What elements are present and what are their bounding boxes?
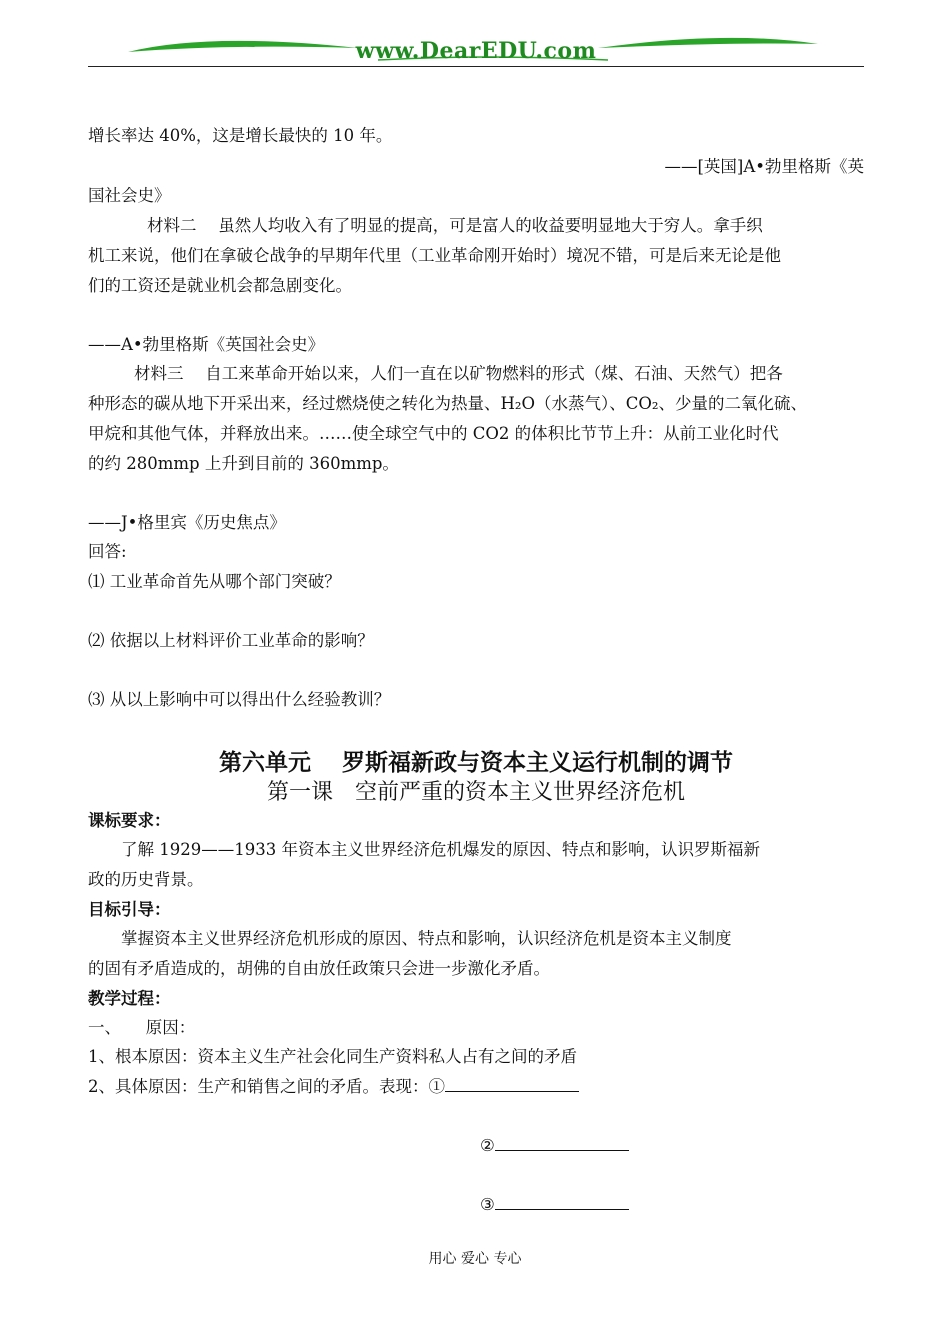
goals-line1: 掌握资本主义世界经济危机形成的原因、特点和影响，认识经济危机是资本主义制度 [121,929,732,948]
material3-line3: 甲烷和其他气体，并释放出来。……使全球空气中的 CO2 的体积比节节上升：从前工业化时代 [88,424,779,443]
page-footer: 用心 爱心 专心 [428,1251,522,1267]
cause-2-text: 2、具体原因：生产和销售之间的矛盾。表现：① [88,1077,445,1096]
mark-3: ③ [480,1195,495,1214]
blank-line-1[interactable] [445,1075,579,1092]
standards-heading: 课标要求： [88,811,171,830]
site-url[interactable]: www.DearEDU.com [355,38,597,64]
material3-line1: 材料三 自工来革命开始以来，人们一直在以矿物燃料的形式（煤、石油、天然气）把各 [134,364,783,383]
material3-source: ——J•格里宾《历史焦点》 [88,513,286,532]
question-1: ⑴ 工业革命首先从哪个部门突破？ [88,572,341,591]
question-2: ⑵ 依据以上材料评价工业革命的影响？ [88,631,374,650]
question-3: ⑶ 从以上影响中可以得出什么经验教训？ [88,690,391,709]
blank-line-3[interactable] [495,1193,629,1210]
material1-line: 增长率达 40%，这是增长最快的 10 年。 [88,126,393,145]
header-rule [88,66,864,67]
material2-line3: 们的工资还是就业机会都急剧变化。 [88,276,352,295]
blank-row-2 [480,1134,864,1158]
material3-line4: 的约 280mmp 上升到目前的 360mmp。 [88,454,399,473]
cause-2 [88,1075,864,1099]
answer-label: 回答: [88,542,127,561]
material2-line2: 机工来说，他们在拿破仑战争的早期年代里（工业革命刚开始时）境况不错，可是后来无论是他 [88,246,781,265]
cause-1: 1、根本原因：资本主义生产社会化同生产资料私人占有之间的矛盾 [88,1047,577,1066]
goals-line2: 的固有矛盾造成的，胡佛的自由放任政策只会进一步激化矛盾。 [88,959,550,978]
site-header [88,30,864,70]
material3-line2: 种形态的碳从地下开采出来，经过燃烧使之转化为热量、H₂O（水蒸气）、CO₂、少量的二氧化硫、 [88,394,808,413]
material2-line1: 材料二 虽然人均收入有了明显的提高，可是富人的收益要明显地大于穷人。拿手织 [147,216,763,235]
lesson-title: 第一课 空前严重的资本主义世界经济危机 [266,780,685,805]
material1-source: ——[英国]A•勃里格斯《英 [664,157,864,176]
material1-source-cont: 国社会史》 [88,186,171,205]
blank-line-2[interactable] [495,1134,629,1151]
mark-2: ② [480,1136,495,1155]
goals-heading: 目标引导： [88,900,171,919]
blank-row-3 [480,1193,864,1217]
standards-line1: 了解 1929——1933 年资本主义世界经济危机爆发的原因、特点和影响，认识罗斯福新 [121,840,760,859]
unit-title: 第六单元 罗斯福新政与资本主义运行机制的调节 [218,750,733,776]
process-heading: 教学过程： [88,989,171,1008]
standards-line2: 政的历史背景。 [88,870,204,889]
section-causes: 一、 原因： [88,1018,196,1037]
material2-source: ——A•勃里格斯《英国社会史》 [88,335,325,354]
